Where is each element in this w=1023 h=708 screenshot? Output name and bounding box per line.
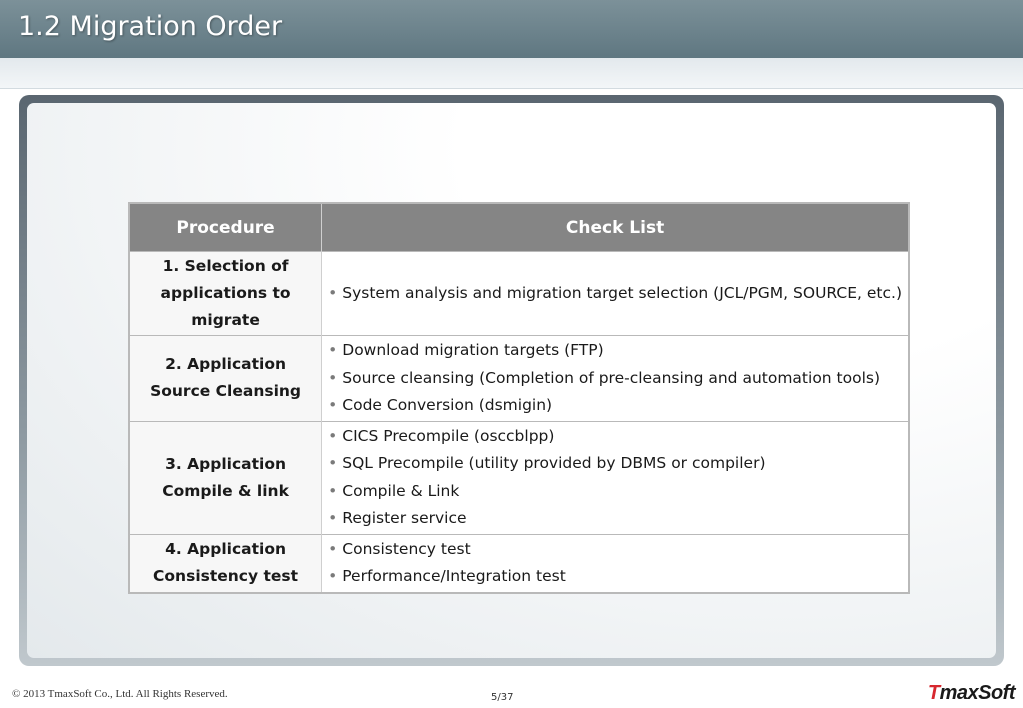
table-row	[129, 534, 909, 593]
checklist-item: • Compile & Link	[328, 478, 902, 506]
procedure-line: applications to migrate	[160, 284, 291, 329]
checklist-item: • SQL Precompile (utility provided by DBMS or compiler)	[328, 450, 902, 478]
procedure-cell	[129, 534, 322, 593]
migration-order-table	[128, 202, 910, 594]
checklist-cell	[322, 336, 909, 422]
procedure-line: Source Cleansing	[150, 382, 302, 401]
checklist-item: • Code Conversion (dsmigin)	[328, 392, 902, 420]
logo-accent-letter: T	[927, 682, 940, 704]
title-bar	[0, 0, 1023, 58]
checklist-cell	[322, 252, 909, 336]
footer-copyright: © 2013 TmaxSoft Co., Ltd. All Rights Reserved.	[12, 688, 228, 700]
subtitle-bar	[0, 58, 1023, 89]
checklist-item: • System analysis and migration target selection (JCL/PGM, SOURCE, etc.)	[328, 280, 902, 308]
procedure-line: 2. Application	[165, 355, 287, 374]
slide-title: 1.2 Migration Order	[18, 11, 283, 42]
procedure-line: 4. Application	[165, 540, 287, 558]
procedure-line: Compile & link	[162, 481, 289, 500]
logo-text: maxSoft	[939, 682, 1015, 704]
checklist-item: • Consistency test	[328, 536, 902, 564]
checklist-item: • Performance/Integration test	[328, 563, 902, 591]
checklist-item: • Source cleansing (Completion of pre-cleansing and automation tools)	[328, 365, 902, 393]
checklist-item: • Download migration targets (FTP)	[328, 337, 902, 365]
checklist-item: • CICS Precompile (osccblpp)	[328, 423, 902, 451]
table-row	[129, 252, 909, 336]
checklist-cell	[322, 534, 909, 593]
tmaxsoft-logo	[928, 682, 1015, 705]
procedure-line: Consistency test	[153, 567, 299, 585]
header-procedure: Procedure	[129, 203, 322, 252]
procedure-line: 3. Application	[165, 454, 287, 473]
procedure-cell	[129, 252, 322, 336]
table-header-row	[129, 203, 909, 252]
procedure-line: 1. Selection of	[162, 257, 289, 275]
procedure-cell	[129, 336, 322, 422]
procedure-cell	[129, 421, 322, 534]
checklist-item: • Register service	[328, 505, 902, 533]
header-check-list: Check List	[322, 203, 909, 252]
checklist-cell	[322, 421, 909, 534]
table-row	[129, 421, 909, 534]
table-row	[129, 336, 909, 422]
page-number: 5/37	[491, 692, 514, 703]
